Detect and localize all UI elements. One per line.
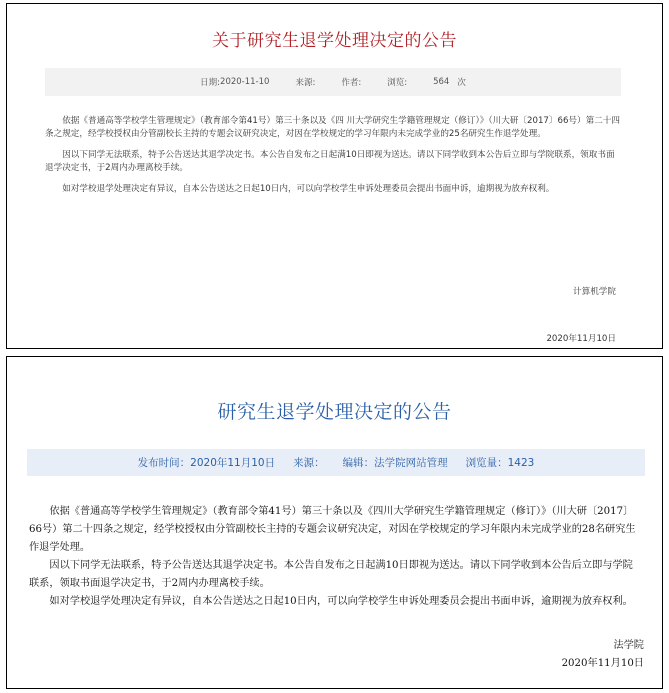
publish-value: 2020年11月10日 bbox=[190, 457, 276, 469]
notice-paragraph: 如对学校退学处理决定有异议，自本公告送达之日起10日内，可以向学校学生申诉处理委员会提出书面申诉，逾期视为放弃权利。 bbox=[62, 184, 555, 194]
views-unit: 次 bbox=[457, 78, 466, 88]
notice-paragraph: 依据《普通高等学校学生管理规定》（教育部令第41号）第三十条以及《四川大学研究生学籍管理规定（修订）》（川大研〔2017〕66号）第二十四条之规定，经学校授权由分管副校长主持的专题会议研究决定，对因在学校规定的学习年限内未完成学业的28名研究生作退学处理。 bbox=[29, 506, 636, 553]
author-label: 作者: bbox=[341, 78, 362, 88]
notice-paragraph: 依据《普通高等学校学生管理规定》（教育部令第41号）第三十条以及《四 川大学研究生学籍管理规定（修订）》（川大研〔2017〕66号）第二十四条之规定，经学校授权由分管副校长主持的专题会议研究决定，对因在学校规定的学习年限内未完成学业的25名研究生作退学处理。 bbox=[45, 116, 620, 139]
views-count: 1423 bbox=[507, 456, 535, 469]
notice-title: 关于研究生退学处理决定的公告 bbox=[212, 31, 457, 51]
notice-meta-bar bbox=[27, 449, 645, 476]
date-value: 2020-11-10 bbox=[220, 77, 270, 87]
notice-title: 研究生退学处理决定的公告 bbox=[217, 401, 452, 423]
editor-value: 法学院网站管理 bbox=[374, 457, 448, 469]
notice-body bbox=[29, 503, 643, 611]
views-count: 564 bbox=[433, 77, 450, 87]
notice-body bbox=[45, 115, 621, 204]
notice-paragraph: 因以下同学无法联系，特予公告送达其退学决定书。本公告自发布之日起满10日即视为送达。请以下同学收到本公告后立即与学院联系，领取书面退学决定书，于2周内办理离校手续。 bbox=[29, 560, 633, 589]
notice-paragraph: 因以下同学无法联系，特予公告送达其退学决定书。本公告自发布之日起满10日即视为送达。请以下同学收到本公告后立即与学院联系，领取书面退学决定书，于2周内办理离校手续。 bbox=[45, 150, 615, 173]
views-label: 浏览量： bbox=[465, 457, 508, 469]
source-label: 来源: bbox=[295, 78, 316, 88]
views-label: 浏览: bbox=[387, 78, 408, 88]
notice-panel-law-school bbox=[6, 356, 663, 689]
publish-label: 发布时间： bbox=[137, 457, 191, 469]
notice-paragraph: 如对学校退学处理决定有异议，自本公告送达之日起10日内，可以向学校学生申诉处理委员会提出书面申诉，逾期视为放弃权利。 bbox=[49, 596, 633, 607]
notice-panel-computer-science bbox=[6, 3, 663, 349]
source-label: 来源： bbox=[293, 457, 325, 469]
notice-signature: 计算机学院 bbox=[573, 287, 616, 297]
date-label: 日期: bbox=[200, 78, 221, 88]
notice-signature: 法学院 bbox=[613, 640, 644, 651]
notice-meta-bar bbox=[45, 68, 621, 96]
notice-date: 2020年11月10日 bbox=[561, 658, 644, 669]
notice-date: 2020年11月10日 bbox=[546, 334, 616, 344]
editor-label: 编辑： bbox=[342, 457, 375, 469]
